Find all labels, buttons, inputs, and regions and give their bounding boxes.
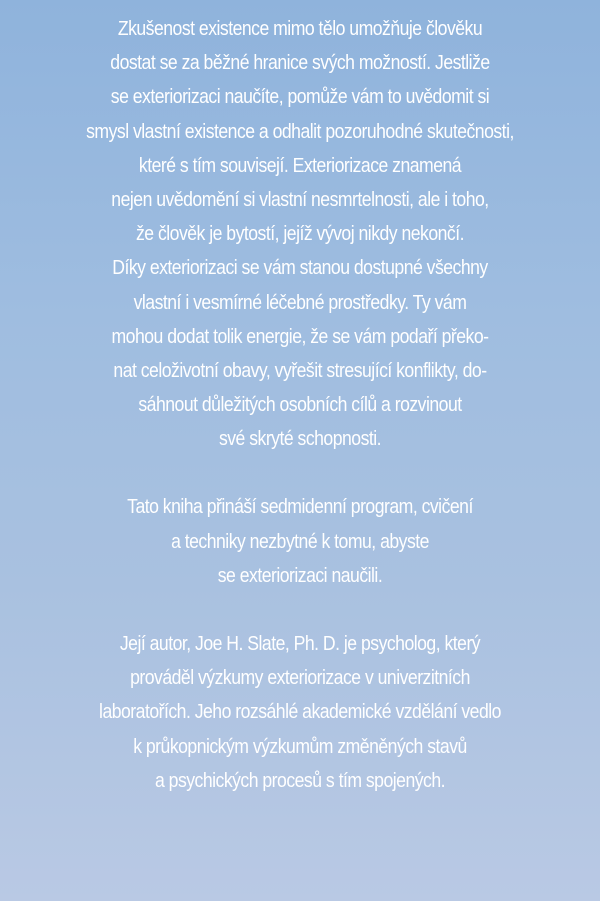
text-line: Zkušenost existence mimo tělo umožňuje člověku bbox=[117, 17, 483, 40]
text-line: a psychických procesů s tím spojených. bbox=[154, 768, 446, 792]
text-line: se exteriorizaci naučili. bbox=[217, 563, 383, 587]
paragraph-spacer bbox=[0, 456, 600, 490]
paragraph-intro bbox=[42, 12, 558, 456]
paragraph-spacer bbox=[0, 593, 600, 627]
text-line: nat celoživotní obavy, vyřešit stresující konflikty, do- bbox=[113, 358, 487, 382]
text-line: Díky exteriorizaci se vám stanou dostupné všechny bbox=[112, 256, 488, 280]
text-line: a techniky nezbytné k tomu, abyste bbox=[171, 529, 429, 553]
text-line: své skryté schopnosti. bbox=[218, 427, 382, 451]
paragraph-program bbox=[42, 490, 558, 593]
text-line: prováděl výzkumy exteriorizace v univerzitních bbox=[130, 666, 470, 690]
text-line: Její autor, Joe H. Slate, Ph. D. je psycholog, který bbox=[119, 632, 481, 655]
text-line: sáhnout důležitých osobních cílů a rozvinout bbox=[138, 393, 462, 417]
text-line: laboratořích. Jeho rozsáhlé akademické vzdělání vedlo bbox=[99, 700, 501, 724]
text-line: které s tím souvisejí. Exteriorizace znamená bbox=[138, 153, 462, 177]
text-line: mohou dodat tolik energie, že se vám podaří překo- bbox=[111, 324, 489, 348]
text-line: nejen uvědomění si vlastní nesmrtelnosti, ale i toho, bbox=[111, 187, 489, 211]
text-line: smysl vlastní existence a odhalit pozoruhodné skutečnosti, bbox=[86, 119, 514, 143]
text-line: že člověk je bytostí, jejíž vývoj nikdy nekončí. bbox=[135, 222, 464, 246]
text-line: Tato kniha přináší sedmidenní program, cvičení bbox=[127, 495, 473, 519]
text-line: vlastní i vesmírné léčebné prostředky. Ty vám bbox=[133, 290, 467, 314]
paragraph-author bbox=[42, 627, 558, 798]
text-line: dostat se za běžné hranice svých možností. Jestliže bbox=[110, 51, 490, 75]
text-line: se exteriorizaci naučíte, pomůže vám to uvědomit si bbox=[110, 85, 490, 109]
text-line: k průkopnickým výzkumům změněných stavů bbox=[133, 734, 467, 758]
